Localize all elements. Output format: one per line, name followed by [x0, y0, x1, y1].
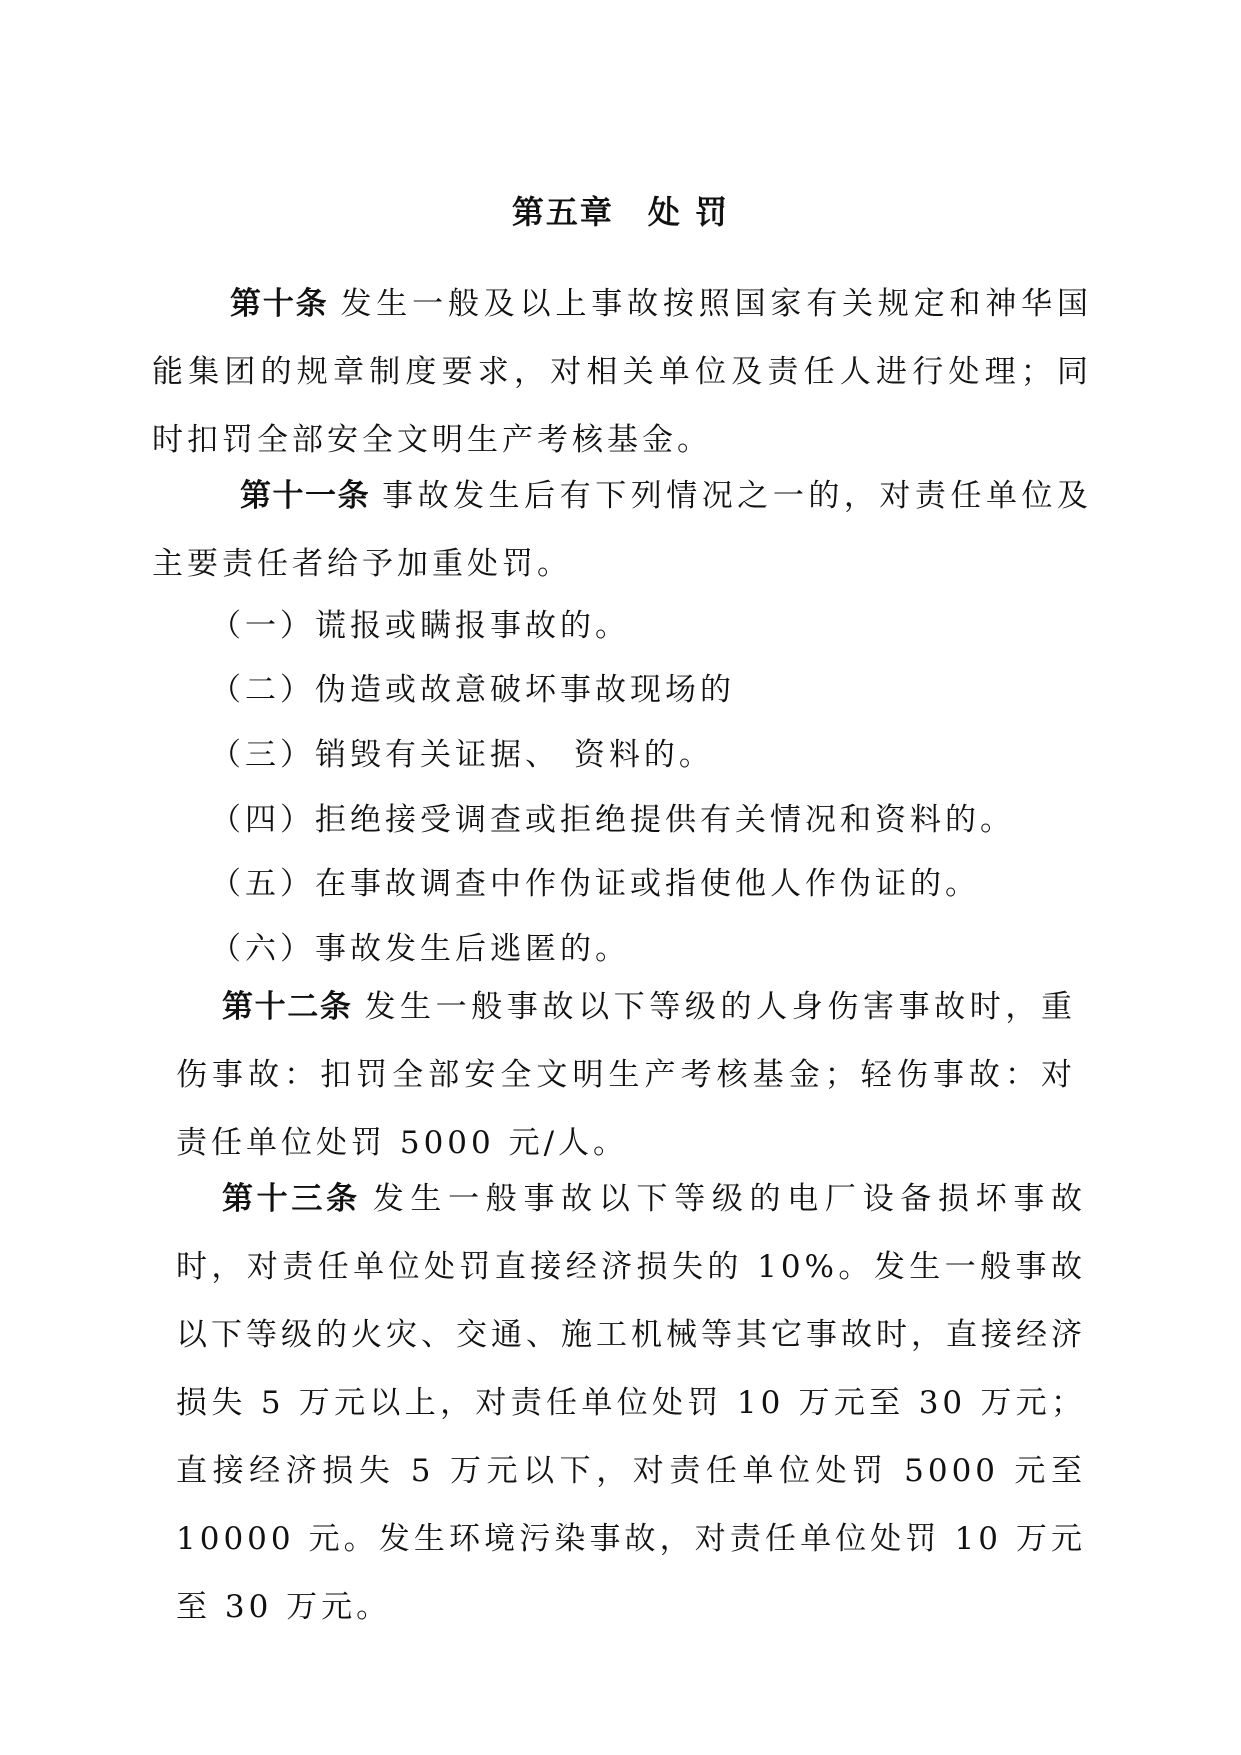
article-11-item-3: （三）销毁有关证据、 资料的。 [210, 737, 714, 773]
article-11-label: 第十一条 [240, 478, 371, 514]
article-12 [176, 973, 1076, 1177]
article-10-label: 第十条 [230, 286, 329, 322]
article-11-text: 事故发生后有下列情况之一的，对责任单位及主要责任者给予加重处罚。 [152, 478, 1093, 582]
article-13 [176, 1165, 1086, 1641]
chapter-title: 第五章 处 罚 [511, 193, 730, 231]
article-11 [152, 462, 1092, 598]
article-10-text: 发生一般及以上事故按照国家有关规定和神华国能集团的规章制度要求，对相关单位及责任人进行处理；同时扣罚全部安全文明生产考核基金。 [152, 286, 1093, 458]
article-10 [152, 270, 1092, 474]
article-11-item-6: （六）事故发生后逃匿的。 [210, 931, 630, 967]
article-11-item-4: （四）拒绝接受调查或拒绝提供有关情况和资料的。 [210, 802, 1015, 838]
article-12-text: 发生一般事故以下等级的人身伤害事故时，重伤事故：扣罚全部安全文明生产考核基金；轻伤事故：对责任单位处罚 5000 元/人。 [176, 989, 1077, 1161]
article-11-item-2: （二）伪造或故意破坏事故现场的 [210, 672, 735, 708]
article-11-item-5: （五）在事故调查中作伪证或指使他人作伪证的。 [210, 866, 980, 902]
article-12-label: 第十二条 [222, 989, 353, 1025]
article-11-item-1: （一）谎报或瞒报事故的。 [210, 608, 630, 644]
article-13-text: 发生一般事故以下等级的电厂设备损坏事故时，对责任单位处罚直接经济损失的 10%。发生一般事故以下等级的火灾、交通、施工机械等其它事故时，直接经济损失 5 万元以上，对责任单位处罚 10 万元至 30 万元；直接经济损失 5 万元以下，对责任单位处罚 5000 元至 10000 元。发生环境污染事故，对责任单位处罚 10 万元至 30 万元。 [176, 1181, 1087, 1625]
article-13-label: 第十三条 [222, 1181, 361, 1217]
